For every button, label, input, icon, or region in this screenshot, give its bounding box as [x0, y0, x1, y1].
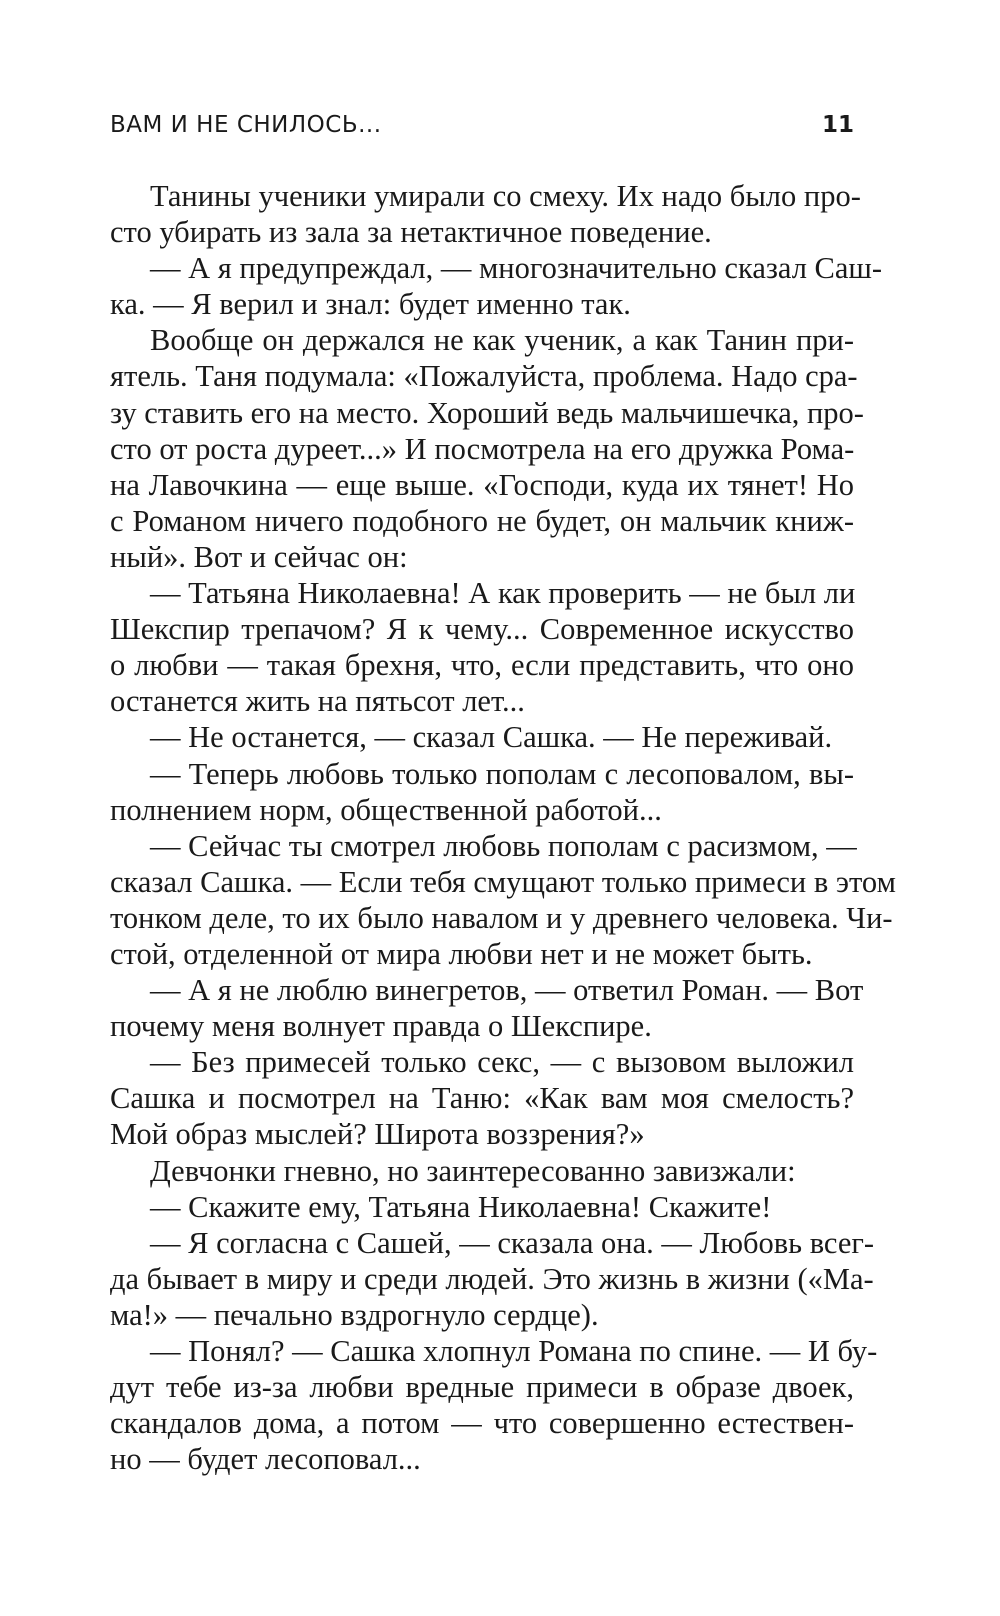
text-line: на Лавочкина — еще выше. «Господи, куда их тянет! Но — [110, 467, 854, 502]
text-line: ятель. Таня подумала: «Пожалуйста, проблема. Надо сра- — [110, 359, 858, 394]
text-line: сказал Сашка. — Если тебя смущают только примеси в этом — [110, 864, 896, 899]
text-line: почему меня волнует правда о Шекспире. — [110, 1009, 652, 1044]
text-line: — Сейчас ты смотрел любовь пополам с расизмом, — — [150, 828, 857, 863]
text-line: с Романом ничего подобного не будет, он мальчик книж- — [110, 503, 854, 538]
text-line: останется жить на пятьсот лет... — [110, 684, 525, 719]
text-line: дут тебе из-за любви вредные примеси в образе двоек, — [110, 1370, 854, 1405]
text-line: Мой образ мыслей? Широта воззрения?» — [110, 1117, 645, 1152]
text-line: да бывает в миру и среди людей. Это жизнь в жизни («Ма- — [110, 1261, 874, 1296]
text-line: — Не останется, — сказал Сашка. — Не переживай. — [150, 720, 833, 755]
text-line: — Татьяна Николаевна! А как проверить — не был ли — [150, 576, 856, 611]
text-line: тонком деле, то их было навалом и у древнего человека. Чи- — [110, 900, 893, 935]
text-line: стой, отделенной от мира любви нет и не может быть. — [110, 936, 813, 971]
text-line: Сашка и посмотрел на Таню: «Как вам моя смелость? — [110, 1081, 854, 1116]
running-header — [110, 110, 854, 150]
text-line: — Я согласна с Сашей, — сказала она. — Любовь всег- — [150, 1225, 875, 1260]
body-text — [110, 178, 896, 1477]
text-line: — Теперь любовь только пополам с лесоповалом, вы- — [150, 756, 854, 791]
text-line: Танины ученики умирали со смеху. Их надо было про- — [150, 179, 861, 213]
text-line: ный». Вот и сейчас он: — [110, 539, 408, 574]
text-line: Девчонки гневно, но заинтересованно завизжали: — [150, 1153, 796, 1188]
text-line: ка. — Я верил и знал: будет именно так. — [110, 287, 631, 322]
text-line: о любви — такая брехня, что, если представить, что оно — [110, 648, 854, 683]
text-line: — Понял? — Сашка хлопнул Романа по спине. — И бу- — [150, 1334, 878, 1368]
page-number: 11 — [821, 112, 854, 138]
text-line: сто от роста дуреет...» И посмотрела на его дружка Рома- — [110, 431, 855, 466]
text-line: Вообще он держался не как ученик, а как Танин при- — [150, 323, 854, 358]
text-line: — А я не люблю винегретов, — ответил Роман. — Вот — [150, 973, 864, 1008]
text-line: зу ставить его на место. Хороший ведь мальчишечка, про- — [110, 395, 864, 430]
text-line: полнением норм, общественной работой... — [110, 792, 662, 827]
running-title: ВАМ И НЕ СНИЛОСЬ... — [110, 112, 382, 138]
text-line: но — будет лесоповал... — [110, 1442, 421, 1477]
text-line: — А я предупреждал, — многозначительно сказал Саш- — [150, 251, 883, 286]
text-line: ма!» — печально вздрогнуло сердце). — [110, 1297, 599, 1332]
text-line: — Скажите ему, Татьяна Николаевна! Скажите! — [150, 1189, 772, 1224]
text-line: скандалов дома, а потом — что совершенно естествен- — [110, 1406, 854, 1441]
text-line: Шекспир трепачом? Я к чему... Современное искусство — [110, 612, 854, 647]
text-line: — Без примесей только секс, — с вызовом выложил — [150, 1045, 854, 1080]
text-line: сто убирать из зала за нетактичное поведение. — [110, 215, 712, 250]
